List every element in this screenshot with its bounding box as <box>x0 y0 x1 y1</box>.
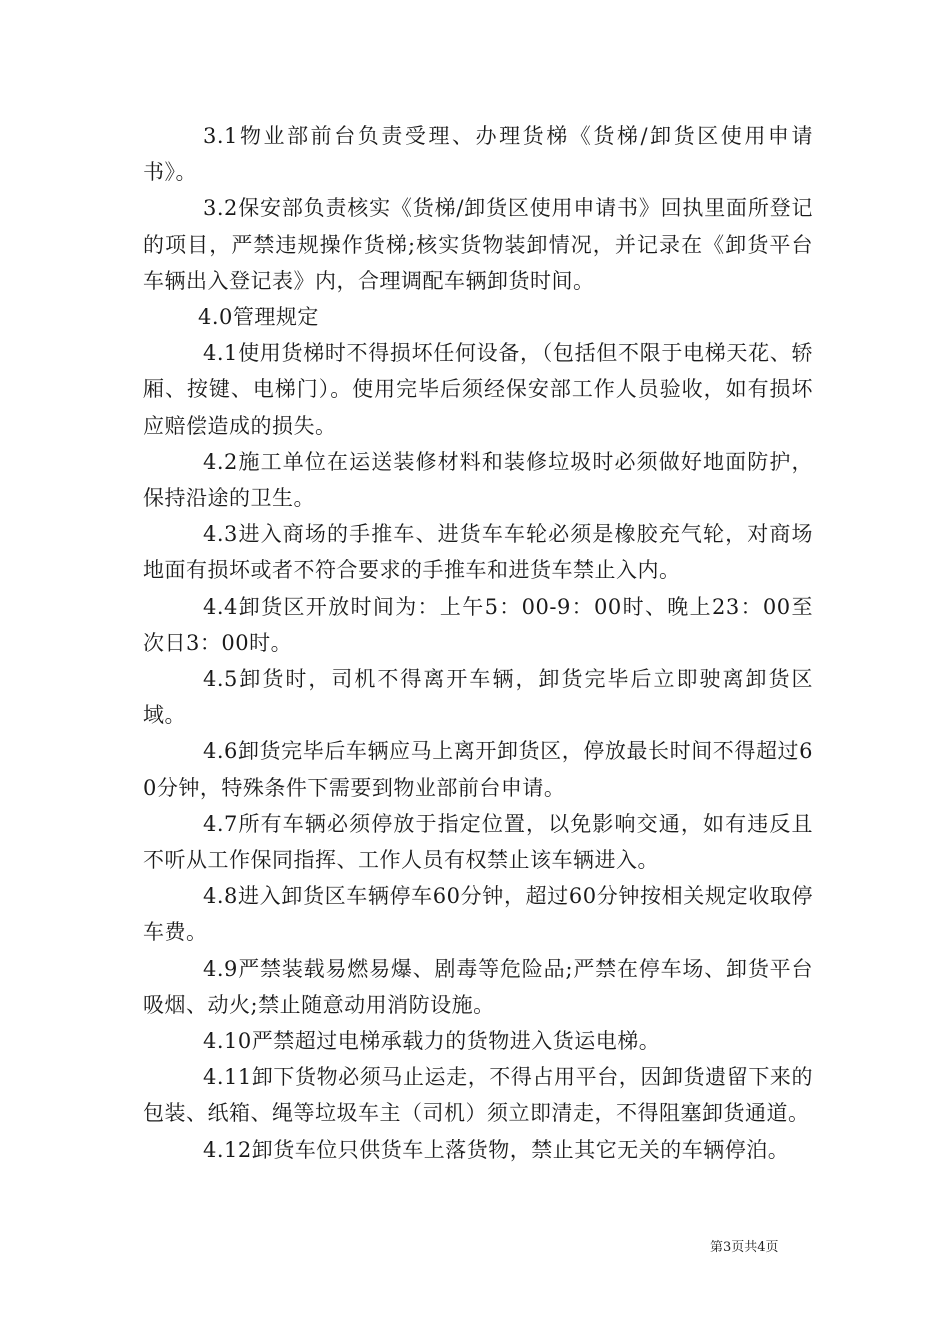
paragraph-3-1: 3.1物业部前台负责受理、办理货梯《货梯/卸货区使用申请书》。 <box>143 124 813 185</box>
paragraph-4-9: 4.9严禁装载易燃易爆、剧毒等危险品;严禁在停车场、卸货平台吸烟、动火;禁止随意动用消防设施。 <box>143 956 813 1017</box>
paragraph-4-3: 4.3进入商场的手推车、进货车车轮必须是橡胶充气轮，对商场地面有损坏或者不符合要求的手推车和进货车禁止入内。 <box>143 522 813 583</box>
paragraph-4-8: 4.8进入卸货区车辆停车60分钟，超过60分钟按相关规定收取停车费。 <box>143 884 813 945</box>
paragraph-4-5: 4.5卸货时，司机不得离开车辆，卸货完毕后立即驶离卸货区域。 <box>143 667 813 728</box>
paragraph-4-4: 4.4卸货区开放时间为：上午5：00-9：00时、晚上23：00至次日3：00时。 <box>143 594 813 655</box>
page-number-footer: 第3页共4页 <box>710 1240 779 1255</box>
paragraph-4-7: 4.7所有车辆必须停放于指定位置，以免影响交通，如有违反且不听从工作保同指挥、工作人员有权禁止该车辆进入。 <box>143 811 813 873</box>
paragraph-3-2: 3.2保安部负责核实《货梯/卸货区使用申请书》回执里面所登记的项目，严禁违规操作货梯;核实货物装卸情况，并记录在《卸货平台车辆出入登记表》内，合理调配车辆卸货时间。 <box>143 196 813 293</box>
paragraph-4-1: 4.1使用货梯时不得损坏任何设备，（包括但不限于电梯天花、轿厢、按键、电梯门）。使用完毕后须经保安部工作人员验收，如有损坏应赔偿造成的损失。 <box>143 341 813 438</box>
paragraph-4-11: 4.11卸下货物必须马止运走，不得占用平台，因卸货遗留下来的包装、纸箱、绳等垃圾车主（司机）须立即清走，不得阻塞卸货通道。 <box>143 1065 813 1126</box>
paragraph-4-2: 4.2施工单位在运送装修材料和装修垃圾时必须做好地面防护，保持沿途的卫生。 <box>143 449 813 511</box>
paragraph-4-12: 4.12卸货车位只供货车上落货物，禁止其它无关的车辆停泊。 <box>203 1137 790 1162</box>
paragraph-4-6: 4.6卸货完毕后车辆应马上离开卸货区，停放最长时间不得超过60分钟，特殊条件下需要到物业部前台申请。 <box>143 739 813 800</box>
section-heading-4-0: 4.0管理规定 <box>198 305 319 330</box>
paragraph-4-10: 4.10严禁超过电梯承载力的货物进入货运电梯。 <box>203 1029 661 1054</box>
document-body <box>143 118 813 1168</box>
